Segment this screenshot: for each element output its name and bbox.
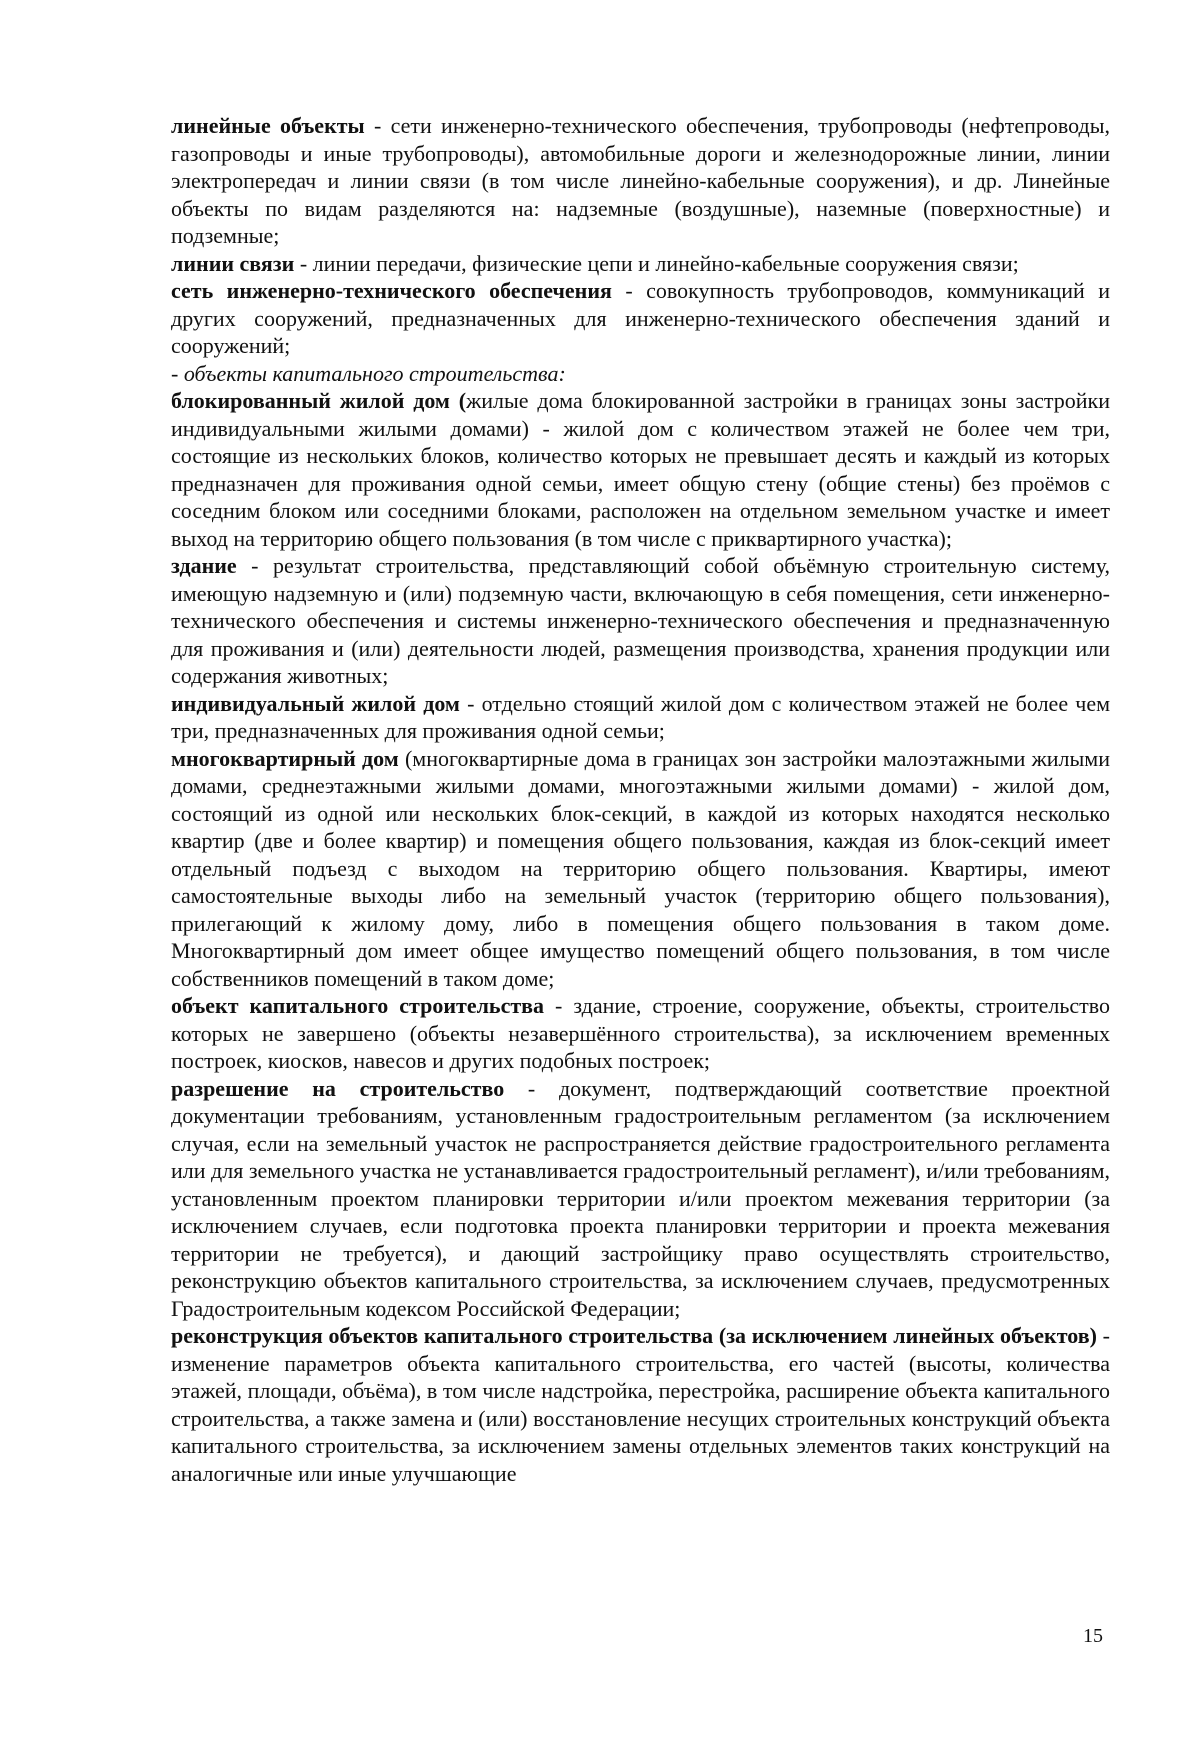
term: разрешение на строительство [171, 1075, 505, 1101]
term: линии связи [171, 250, 295, 276]
term: многоквартирный дом [171, 745, 399, 771]
definition-text: - линии передачи, физические цепи и линейно-кабельные сооружения связи; [294, 250, 1019, 276]
definition-reconstruction [171, 1322, 1110, 1487]
definition-text: - здание, строение, сооружение, объекты, строительство которых не завершено (объекты незавершённого строительства), за исключением временных построек, киосков, навесов и других подобных построек; [171, 993, 1111, 1073]
term: здание [171, 553, 237, 578]
term: блокированный жилой дом ( [171, 388, 467, 413]
definition-text: - совокупность трубопроводов, коммуникаций и других сооружений, предназначенных для инженерно-технического обеспечения зданий и сооружений; [171, 278, 1110, 358]
definition-text: (многоквартирные дома в границах зон застройки малоэтажными жилыми домами, среднеэтажными жилыми домами, многоэтажными жилыми домами) - жилой дом, состоящий из одной или нескольких блок-секций, в каждой из которых находятся несколько квартир (две и более квартир) и помещения общего пользования, каждая из блок-секций имеет отдельный подъезд с выходом на территорию общего пользования. Квартиры, имеют самостоятельные выходы либо на земельный участок (территорию общего пользования), прилегающий к жилому дому, либо в помещения общего пользования в таком доме. Многоквартирный дом имеет общее имущество помещений общего пользования, в том числе собственников помещений в таком доме; [171, 745, 1111, 991]
definition-text: - отдельно стоящий жилой дом с количеством этажей не более чем три, предназначенных для проживания одной семьи; [171, 690, 1111, 743]
term: индивидуальный жилой дом [171, 690, 460, 716]
definition-apartment-building [171, 745, 1110, 993]
definition-building [171, 552, 1110, 690]
definition-building-permit [171, 1075, 1110, 1323]
term: объект капитального строительства [171, 993, 545, 1018]
section-heading-capital-construction: - объекты капитального строительства: [171, 360, 566, 386]
definition-communication-lines [171, 250, 1110, 278]
definition-text: - результат строительства, представляющий собой объёмную строительную систему, имеющую надземную и (или) подземную части, включающую в себя помещения, сети инженерно-технического обеспечения и системы инженерно-технического обеспечения и предназначенную для проживания и (или) деятельности людей, размещения производства, хранения продукции или содержания животных; [171, 553, 1110, 688]
definition-engineering-network [171, 277, 1110, 360]
definition-capital-construction-object [171, 992, 1110, 1075]
definition-individual-house [171, 690, 1110, 745]
term: реконструкция объектов капитального строительства (за исключением линейных объектов) [171, 1323, 1097, 1348]
definition-text: - документ, подтверждающий соответствие проектной документации требованиям, установленным градостроительным регламентом (за исключением случая, если на земельный участок не распространяется действие градостроительного регламента или для земельного участка не устанавливается градостроительный регламент), и/или требованиям, установленным проектом планировки территории и/или проектом межевания территории (за исключением случаев, если подготовка проекта планировки территории и проекта межевания территории не требуется), и дающий застройщику право осуществлять строительство, реконструкцию объектов капитального строительства, за исключением случаев, предусмотренных Градостроительным кодексом Российской Федерации; [171, 1075, 1110, 1321]
document-body [171, 112, 1110, 1487]
definition-text: - сети инженерно-технического обеспечения, трубопроводы (нефтепроводы, газопроводы и иные трубопроводы), автомобильные дороги и железнодорожные линии, линии электропередач и линии связи (в том числе линейно-кабельные сооружения), и др. Линейные объекты по видам разделяются на: надземные (воздушные), наземные (поверхностные) и подземные; [171, 113, 1110, 248]
definition-blocked-house [171, 387, 1110, 552]
term: линейные объекты [171, 113, 365, 138]
page-number: 15 [1083, 1625, 1103, 1647]
definition-text: жилые дома блокированной застройки в границах зоны застройки индивидуальными жилыми домами) - жилой дом с количеством этажей не более чем три, состоящие из нескольких блоков, количество которых не превышает десять и каждый из которых предназначен для проживания одной семьи, имеет общую стену (общие стены) без проёмов с соседним блоком или соседними блоками, расположен на отдельном земельном участке и имеет выход на территорию общего пользования (в том числе с приквартирного участка); [171, 388, 1110, 551]
definition-text: - изменение параметров объекта капитального строительства, его частей (высоты, количества этажей, площади, объёма), в том числе надстройка, перестройка, расширение объекта капитального строительства, а также замена и (или) восстановление несущих строительных конструкций объекта капитального строительства, за исключением замены отдельных элементов таких конструкций на аналогичные или иные улучшающие [171, 1323, 1111, 1486]
definition-linear-objects [171, 112, 1110, 250]
term: сеть инженерно-технического обеспечения [171, 278, 612, 303]
